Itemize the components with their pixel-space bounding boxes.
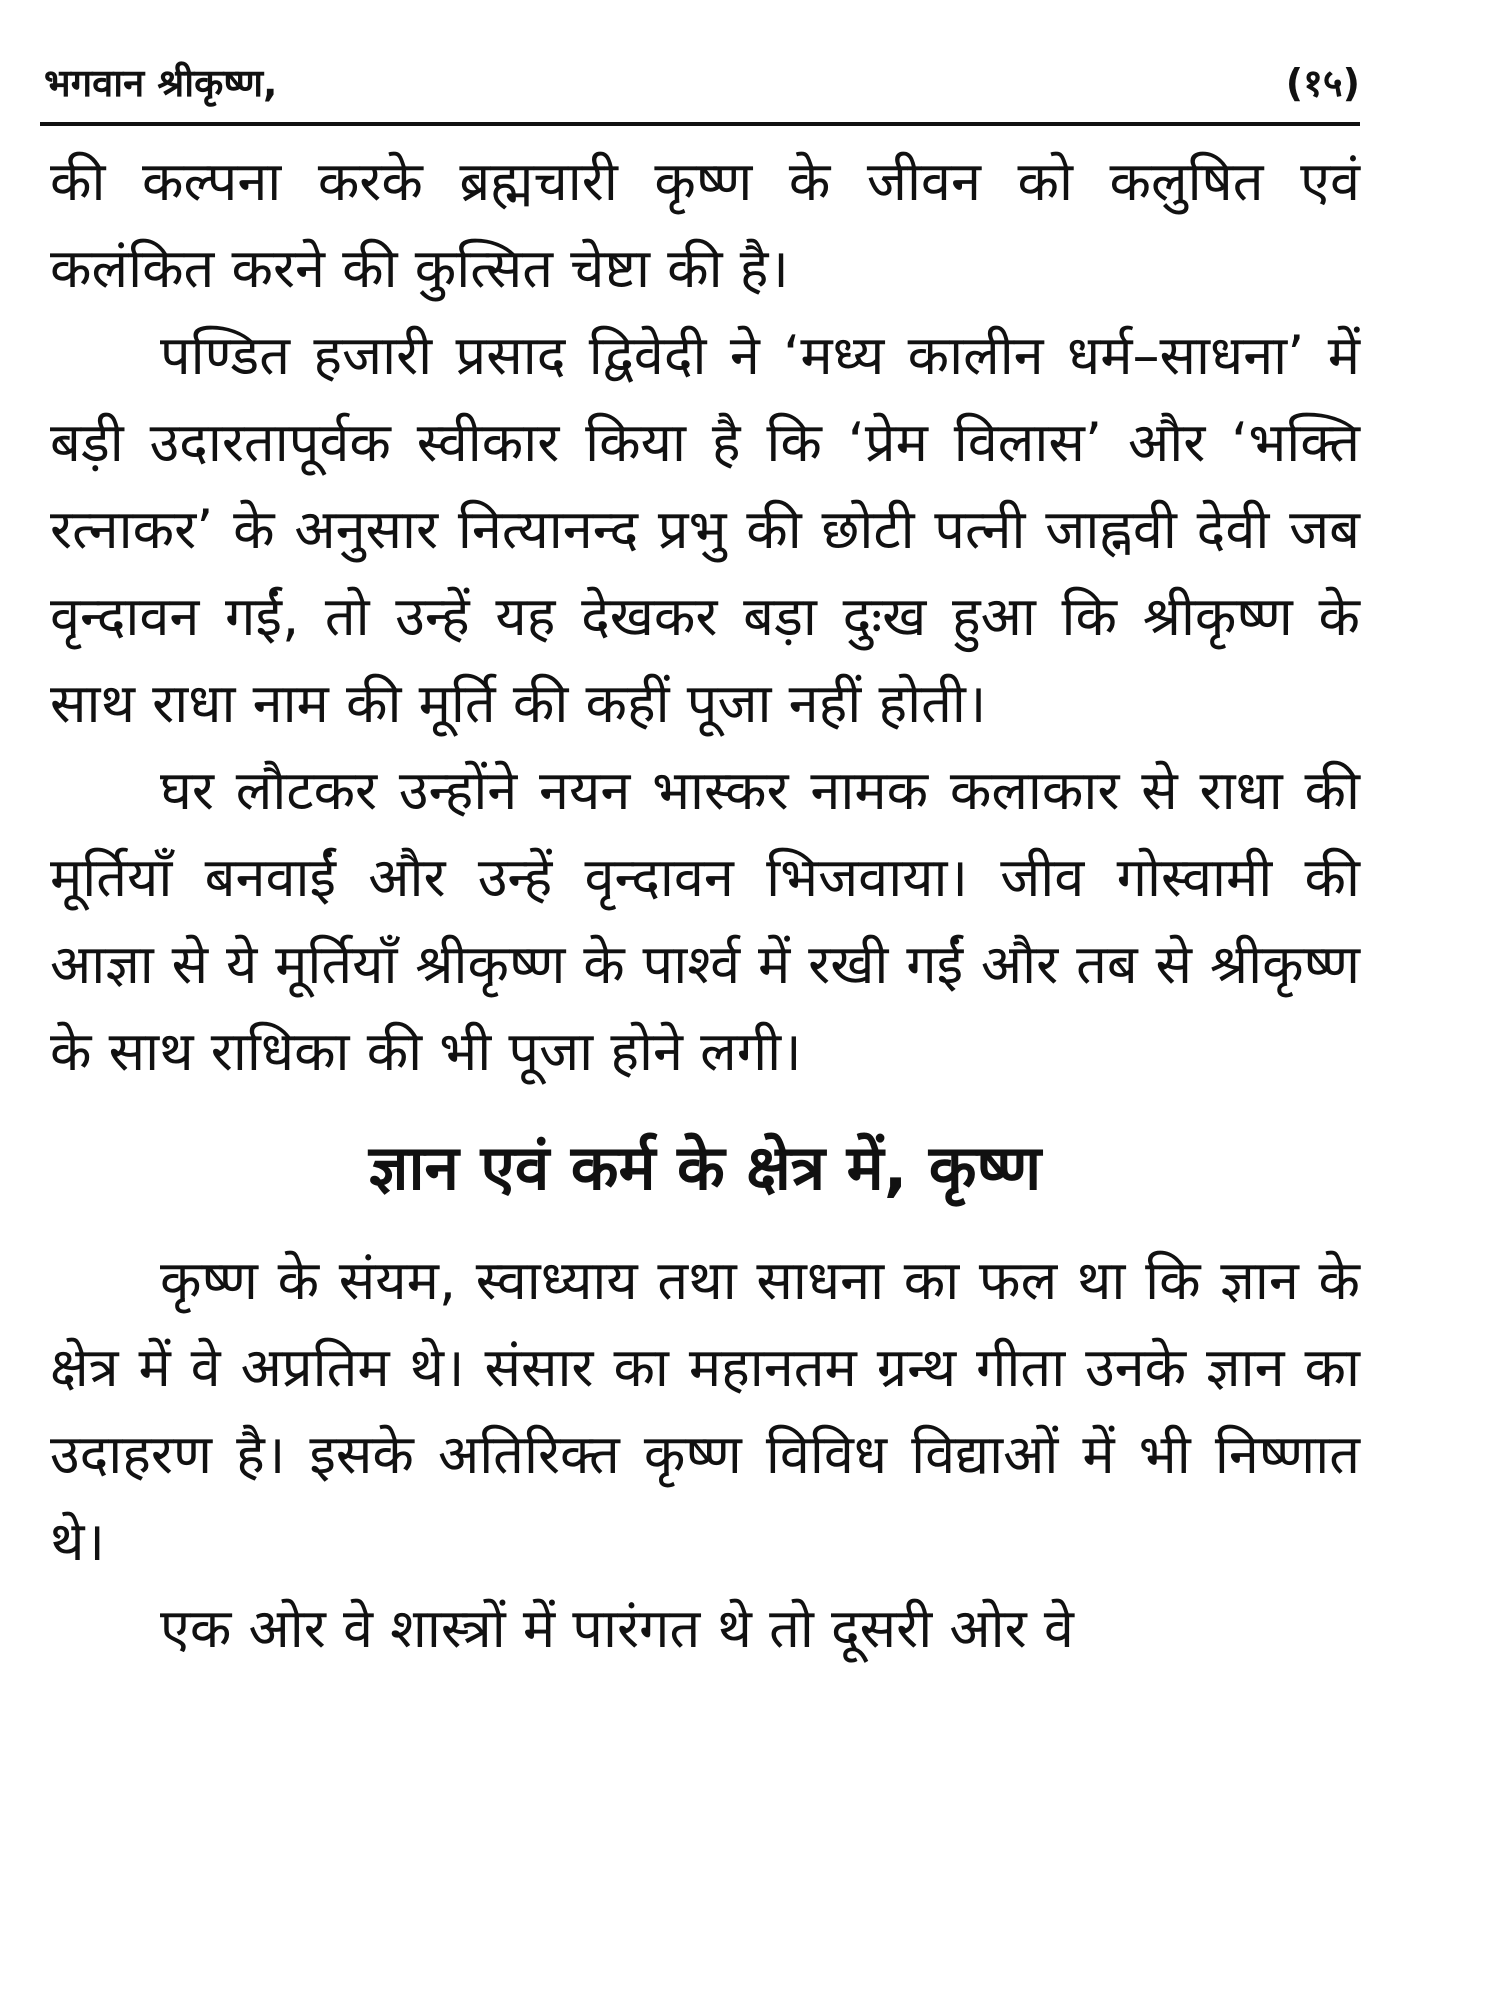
paragraph-continuation: की कल्पना करके ब्रह्मचारी कृष्ण के जीवन को कलुषित एवं कलंकित करने की कुत्सित चेष्टा की है। <box>50 150 1360 300</box>
section-heading: ज्ञान एवं कर्म के क्षेत्र में, कृष्ण <box>368 1131 1042 1204</box>
running-title: भगवान श्रीकृष्ण, <box>44 61 278 105</box>
paragraph-shastras: एक ओर वे शास्त्रों में पारंगत थे तो दूसरी ओर वे <box>160 1597 1074 1660</box>
paragraph-dwivedi: पण्डित हजारी प्रसाद द्विवेदी ने ‘मध्य कालीन धर्म–साधना’ में बड़ी उदारतापूर्वक स्वीकार किया है कि ‘प्रेम विलास’ और ‘भक्ति रत्नाकर’ के अनुसार नित्यानन्द प्रभु की छोटी पत्नी जाह्नवी देवी जब वृन्दावन गईं, तो उन्हें यह देखकर बड़ा दुःख हुआ कि श्रीकृष्ण के साथ राधा नाम की मूर्ति की कहीं पूजा नहीं होती। <box>50 324 1360 735</box>
paragraph-radha-idols: घर लौटकर उन्होंने नयन भास्कर नामक कलाकार से राधा की मूर्तियाँ बनवाईं और उन्हें वृन्दावन भिजवाया। जीव गोस्वामी की आज्ञा से ये मूर्तियाँ श्रीकृष्ण के पार्श्व में रखी गईं और तब से श्रीकृष्ण के साथ राधिका की भी पूजा होने लगी। <box>50 759 1360 1083</box>
paragraph-knowledge: कृष्ण के संयम, स्वाध्याय तथा साधना का फल था कि ज्ञान के क्षेत्र में वे अप्रतिम थे। संसार का महानतम ग्रन्थ गीता उनके ज्ञान का उदाहरण है। इसके अतिरिक्त कृष्ण विविध विद्याओं में भी निष्णात थे। <box>50 1249 1360 1573</box>
page-number: (१५) <box>1285 61 1360 105</box>
running-header <box>44 44 1360 120</box>
header-rule <box>40 122 1360 126</box>
page-body <box>50 138 1360 1672</box>
